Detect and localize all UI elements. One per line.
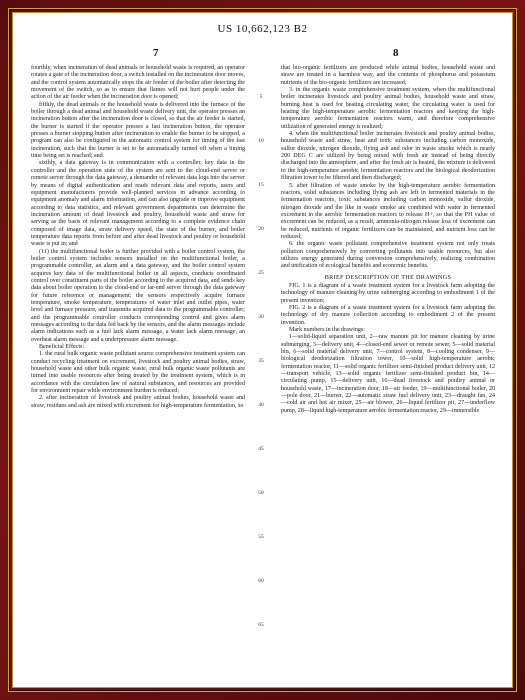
left-paragraph: Beneficial Effects: bbox=[39, 344, 85, 351]
left-paragraph: 2. after incineration of livestock and poultry animal bodies, household waste and straw, residues and ash are mixed with excrement for high-temperature fermentation, so bbox=[31, 395, 245, 409]
right-paragraph: 5. after filtration of waste smoke by the high-temperature aerobic fermentation reactors, solid substances including flying ash are left in fermented materials in the fermentation reactors, toxic substances including carbon monoxide, sulfur dioxide, nitrogen dioxide and the like in waste smoke are combined with water in fermented excrement in the aerobic fermentation reactors to release H+, so that the PH value of excrement can be reduced, as a result, ammonia-nitrogen release loss of excrement can be reduced, nutrients of organic fertilizers can be maintained, and nutrient loss can be reduced; bbox=[281, 182, 495, 240]
right-paragraph: that bio-organic fertilizers are produced while animal bodies, household waste and straw are treated in a harmless way, and the contents of phosphorus and potassium nutrients of the bio-organic fertilizers are increased; bbox=[281, 65, 495, 86]
left-paragraph: (11) the multifunctional boiler is further provided with a boiler control system, the boiler control system includes sensors installed on the multifunctional boiler, a programmable controller, an alarm and a data gateway, and the boiler control system acquires key data of the multifunctional boiler in all aspects, conducts coordinated control over constituent parts of the boiler according to the acquired data, and sends key data about boiler operation to the cloud-end or far-end server through the data gateway for future reference or management; the sensors respectively acquire furnace temperature, smoke temperature, temperatures of water inlet and outlet pipes, water level and furnace pressure, and transmits acquired data to the programmable controller; and the programmable controller conducts corresponding control and gives alarm messages according to the data fed back by the sensors, and the alarm messages include alarm indications such as a fuel lack alarm message, a water lack alarm message, an overheat alarm message and a underpressure alarm message. bbox=[31, 248, 245, 343]
right-column-number: 8 bbox=[393, 47, 399, 59]
right-paragraph: 6. the organic waste pollutant comprehensive treatment system not only treats pollution comprehensively by converting pollutants into usable resources, but also utilizes energy generated during conversion comprehensively, realizing combination and unification of ecological benefits and economic benefits. bbox=[281, 241, 495, 270]
line-number: 5 bbox=[259, 94, 263, 100]
right-paragraph: Mark numbers in the drawings: bbox=[289, 327, 365, 334]
left-paragraph: 1. the rural bulk organic waste pollutant source comprehensive treatment system can conduct recycling treatment on excrement, livestock and poultry animal bodies, straw, household waste and other bulk organic waste, rural bulk organic waste pollutants are turned into usable resources after being treated by the treatment system, which is in accordance with the circulation law of natural substances, and resources are provided for environment repair while environment burden is reduced; bbox=[31, 351, 245, 395]
right-paragraph: 3. in the organic waste comprehensive treatment system, when the multifunctional boiler incinerates livestock and poultry animal bodies, household waste and straw, burning heat is used for heating circulating water, the circulating water is used for heating the high-temperature aerobic fermentation reactors and keeping the high-temperature aerobic fermentation reactors warm, and therefore comprehensive utilization of generated energy is realized; bbox=[281, 87, 495, 130]
right-column bbox=[281, 65, 495, 415]
left-paragraph: fourthly, when incineration of dead animals or household waste is required, an operator rotates a gate of the incineration door, a switch installed on the incineration door moves, and the control system automatically stops the air feeder of the boiler after detecting the movement of the switch, so as to ensure that flames will not hurt people under the action of the air feeder when the incineration door is opened; bbox=[31, 65, 245, 101]
line-number: 50 bbox=[258, 490, 264, 496]
line-number: 35 bbox=[258, 358, 264, 364]
patent-page bbox=[12, 12, 513, 688]
line-number: 60 bbox=[258, 578, 264, 584]
right-paragraph: 1—solid-liquid separation unit, 2—raw manure pit for manure cleaning by urine submerging, 3—delivery unit, 4—closed-end sewer or remote sewer, 5—solid material bin, 6—solid material delivery unit, 7—control system, 8—cooling condenser, 9—biological deodorization filtration tower, 10—solid high-temperature aerobic fermentation reactor, 11—solid organic fertilizer semi-finished product delivery unit, 12—transport vehicle, 13—solid organic fertilizer semi-finished product bin, 14—circulating pump, 15—delivery unit, 16—dead livestock and poultry animal or household waste, 17—incineration door, 18—air feeder, 19—multifunctional boiler, 20—pole door, 21—burner, 22—automatic straw fuel delivery unit, 23—draught fan, 24—cold air and hot air mixer, 25—air blower, 26—liquid fertilizer pit, 27—underflow pump, 28—liquid high-temperature aerobic fermentation reactor, 29—immersible bbox=[281, 334, 495, 414]
line-number: 45 bbox=[258, 446, 264, 452]
left-column-number: 7 bbox=[153, 47, 159, 59]
line-number: 30 bbox=[258, 314, 264, 320]
patent-number: US 10,662,123 B2 bbox=[217, 23, 308, 35]
right-paragraph: FIG. 2 is a diagram of a waste treatment system for a livestock farm adopting the technology of dry manure collection according to embodiment 2 of the present invention. bbox=[281, 305, 495, 326]
line-number: 25 bbox=[258, 270, 264, 276]
right-paragraph: FIG. 1 is a diagram of a waste treatment system for a livestock farm adopting the technology of manure cleaning by urine submerging according to embodiment 1 of the present invention; bbox=[281, 282, 495, 304]
section-heading: BRIEF DESCRIPTION OF THE DRAWINGS bbox=[324, 273, 452, 281]
line-number: 65 bbox=[258, 622, 264, 628]
right-paragraph: 4. when the multifunctional boiler incinerates livestock and poultry animal bodies, household waste and straw, heat and toxic substances including carbon monoxide, sulfur dioxide, nitrogen dioxide, flying ash and odor in waste smoke which is nearly 200 DEG C are utilized by being mixed with fresh air instead of being directly discharged into the atmosphere, and after the fresh air is heated, the mixture is delivered to the high-temperature aerobic fermentation reactors and the biological deodorization filtration tower to be filtered and then discharged; bbox=[281, 131, 495, 182]
line-number: 40 bbox=[258, 402, 264, 408]
line-number: 20 bbox=[258, 226, 264, 232]
line-number: 15 bbox=[258, 182, 264, 188]
left-paragraph: sixthly, a data gateway is in communication with a controller, key data in the controller and the operation state of the system are sent to the cloud-end server or remote server through the data gateway, a demander of relevant data logs into the server by means of digital authentication and reads relevant data and reports, users and equipment manufacturers provide well-planned services in advance according to equipment anomaly and alarm information, and can also upgrade or improve equipment according to data statistics, and relevant government departments can determine the incineration amount of dead livestock and poultry, household waste and straw for serving as the basis of relevant management according to a complete evidence chain composed of image data, straw delivery speed, the state of the burner, and boiler temperature data reports from before and after dead livestock and poultry or household waste is put in; and bbox=[31, 160, 245, 248]
line-number: 10 bbox=[258, 138, 264, 144]
left-paragraph: fifthly, the dead animals or the household waste is delivered into the furnace of the boiler through a dead animal and household waste delivery unit, the operator presses an incineration button after the incineration door is closed, so that the air feeder is started, the burner is started if the operator presses a fast incineration button, the operator presses a burner stopping button after incineration to enable the burner to be stopped, a program can also be configured in the automatic control system for timing of the fast incineration, such that the burner is set to be automatically turned off when a timing time being set is reached; and bbox=[31, 101, 245, 160]
left-column bbox=[31, 65, 245, 410]
line-number: 55 bbox=[258, 534, 264, 540]
